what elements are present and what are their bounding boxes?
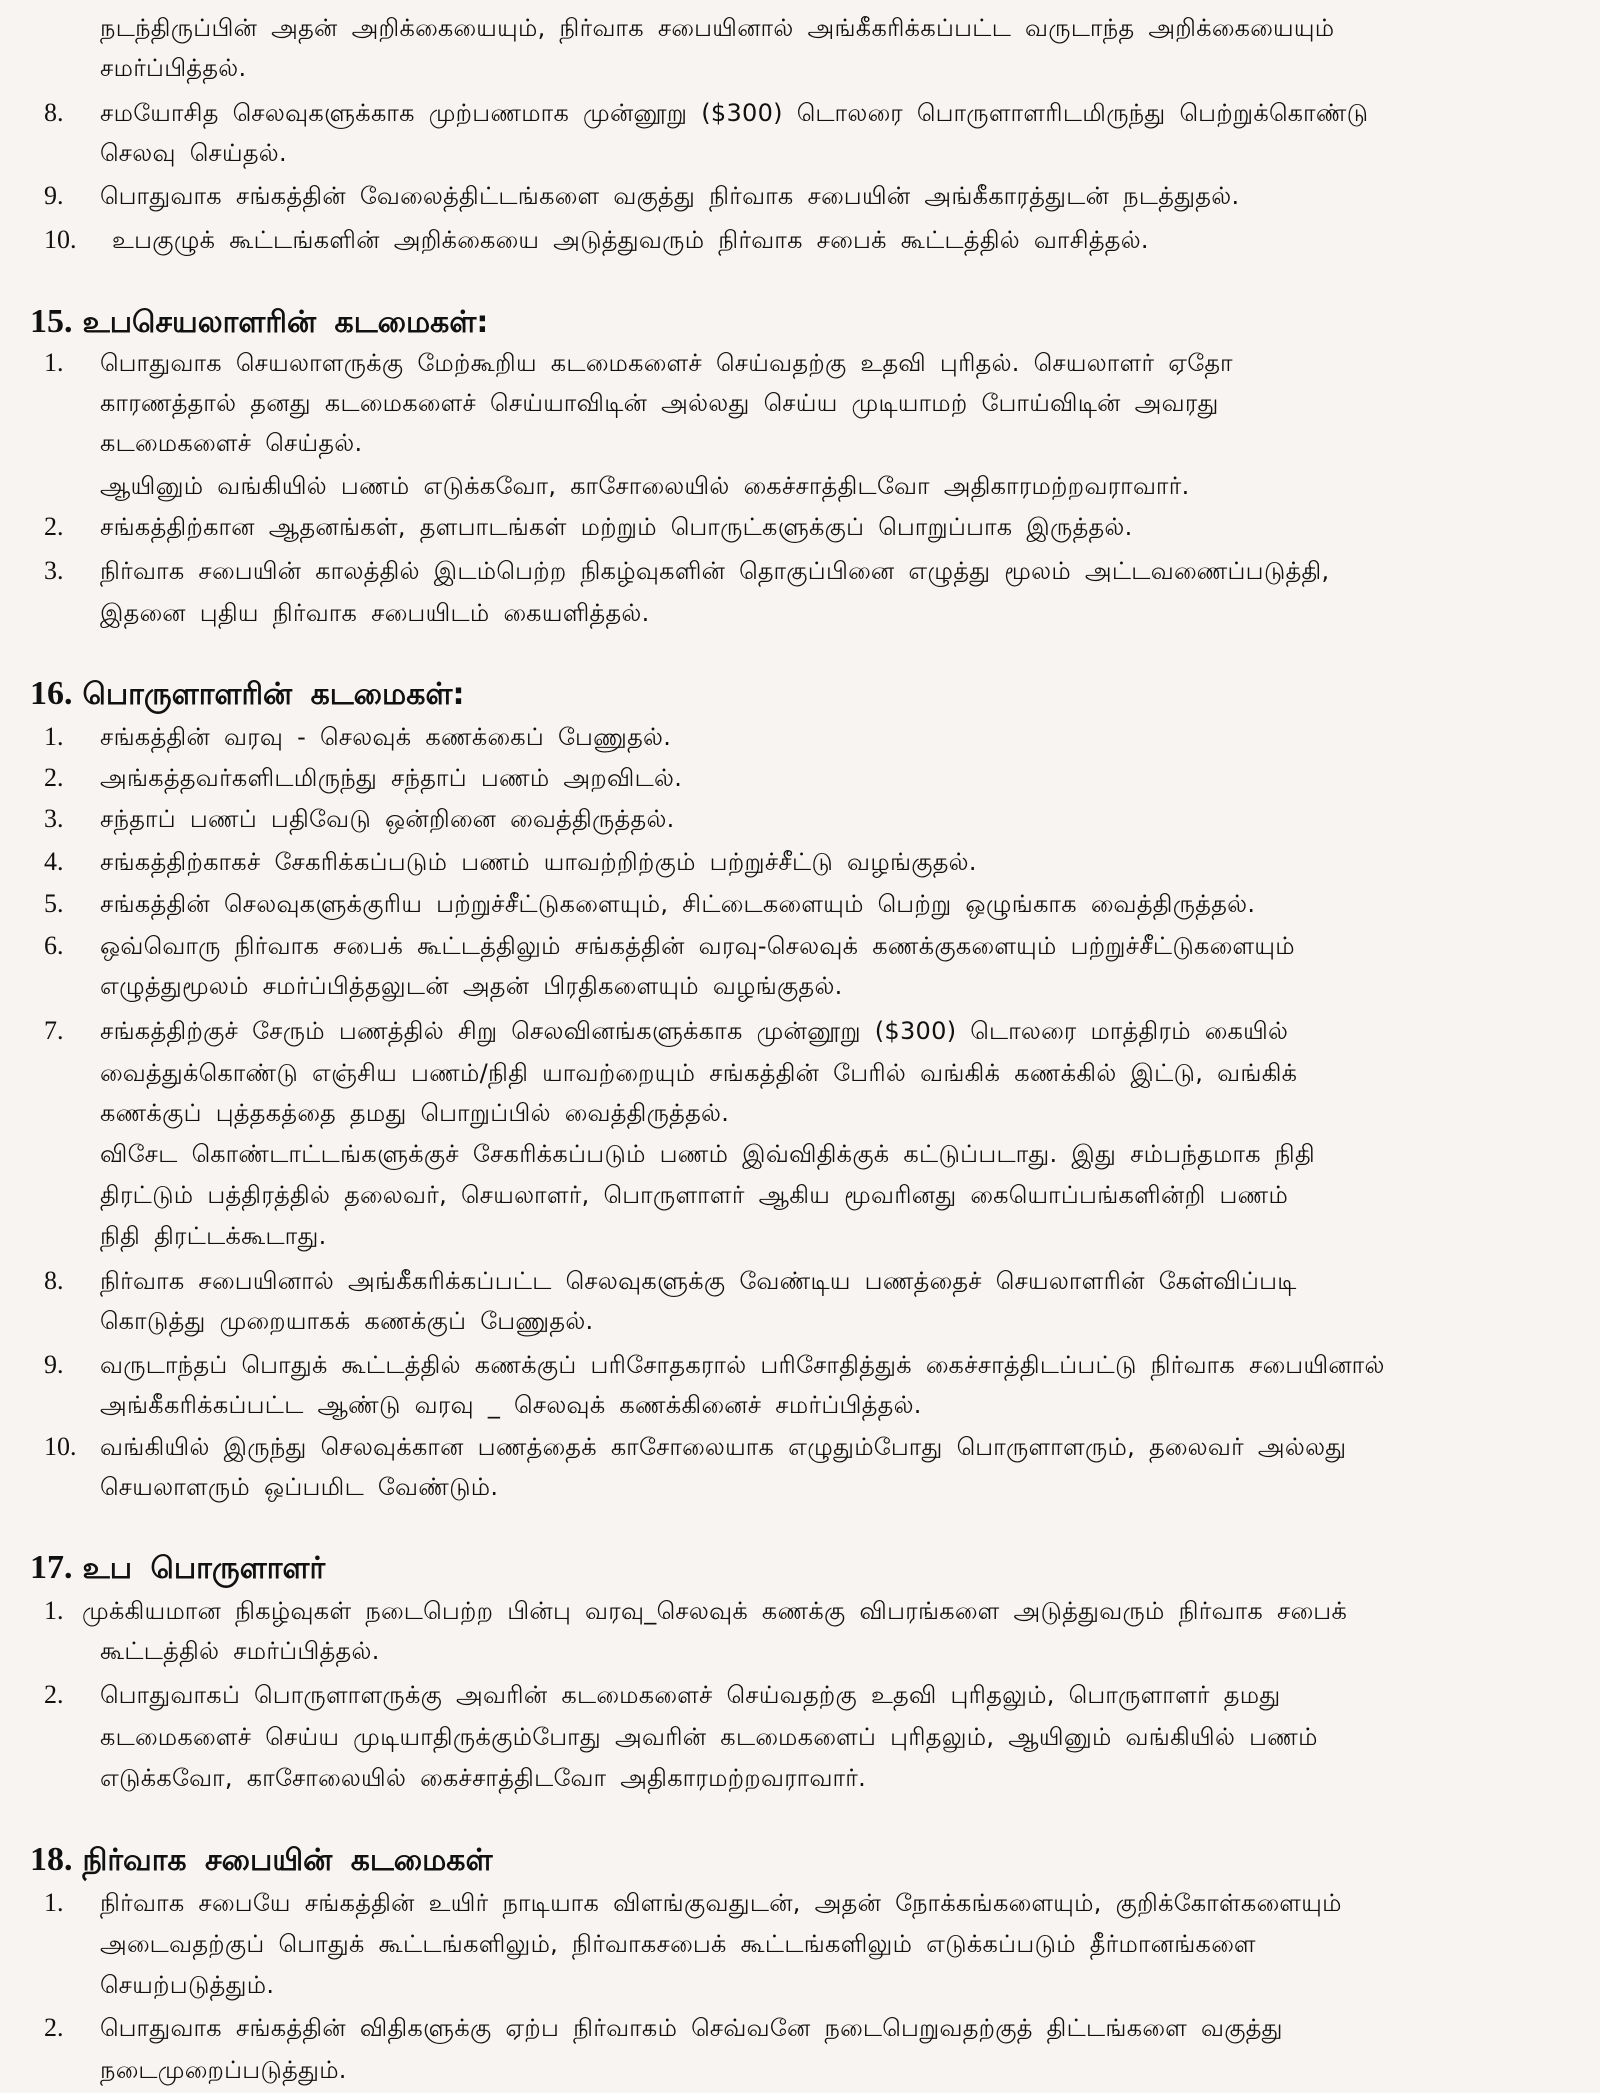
section-title: உப பொருளாளர் xyxy=(82,1551,326,1586)
text-line: சந்தாப் பணப் பதிவேடு ஒன்றினை வைத்திருத்தல். xyxy=(100,805,675,833)
text-line: முக்கியமான நிகழ்வுகள் நடைபெற்ற பின்பு வரவு_செலவுக் கணக்கு விபரங்களை அடுத்துவரும் நிர்வாக சபைக் xyxy=(82,1597,1348,1625)
text-line: கணக்குப் புத்தகத்தை தமது பொறுப்பில் வைத்திருத்தல். xyxy=(100,1099,730,1127)
text-line: கடமைகளைச் செய்ய முடியாதிருக்கும்போது அவரின் கடமைகளைப் புரிதலும், ஆயினும் வங்கியில் பணம் xyxy=(100,1723,1318,1751)
text-line: நடந்திருப்பின் அதன் அறிக்கையையும், நிர்வாக சபையினால் அங்கீகரிக்கப்பட்ட வருடாந்த அறிக்கையையும் xyxy=(100,14,1335,42)
item-number: 3. xyxy=(44,556,64,585)
text-line: திரட்டும் பத்திரத்தில் தலைவர், செயலாளர், பொருளாளர் ஆகிய மூவரினது கையொப்பங்களின்றி பணம் xyxy=(100,1181,1289,1209)
item-number: 1. xyxy=(44,1888,64,1917)
section-heading xyxy=(30,1546,325,1591)
section-number: 16. xyxy=(30,675,73,712)
item-number: 6. xyxy=(44,931,64,960)
item-number: 5. xyxy=(44,889,64,918)
text-line: செயலாளரும் ஒப்பமிட வேண்டும். xyxy=(100,1473,499,1501)
text-line: பொதுவாக செயலாளருக்கு மேற்கூறிய கடமைகளைச் செய்வதற்கு உதவி புரிதல். செயலாளர் ஏதோ xyxy=(100,349,1233,377)
text-line: அடைவதற்குப் பொதுக் கூட்டங்களிலும், நிர்வாகசபைக் கூட்டங்களிலும் எடுக்கப்படும் தீர்மானங்களை xyxy=(100,1930,1256,1958)
section-heading xyxy=(30,300,488,345)
section-number: 15. xyxy=(30,303,73,340)
text-line: வருடாந்தப் பொதுக் கூட்டத்தில் கணக்குப் பரிசோதகரால் பரிசோதித்துக் கைச்சாத்திடப்பட்டு நிர்வாக சபையினால் xyxy=(100,1351,1385,1379)
item-number: 8. xyxy=(44,98,64,127)
text-line: கடமைகளைச் செய்தல். xyxy=(100,429,363,457)
text-line: எழுத்துமூலம் சமர்ப்பித்தலுடன் அதன் பிரதிகளையும் வழங்குதல். xyxy=(100,972,843,1000)
text-line: நடைமுறைப்படுத்தும். xyxy=(100,2056,347,2084)
text-line: சமர்ப்பித்தல். xyxy=(100,54,247,82)
text-line: பொதுவாக சங்கத்தின் விதிகளுக்கு ஏற்ப நிர்வாகம் செவ்வனே நடைபெறுவதற்குத் திட்டங்களை வகுத்து xyxy=(100,2014,1283,2042)
text-line: கொடுத்து முறையாகக் கணக்குப் பேணுதல். xyxy=(100,1307,594,1335)
section-number: 17. xyxy=(30,1549,73,1586)
item-number: 2. xyxy=(44,512,64,541)
text-line: சங்கத்திற்காகச் சேகரிக்கப்படும் பணம் யாவற்றிற்கும் பற்றுச்சீட்டு வழங்குதல். xyxy=(100,848,977,876)
section-title: உபசெயலாளரின் கடமைகள்: xyxy=(82,305,489,340)
text-line: எடுக்கவோ, காசோலையில் கைச்சாத்திடவோ அதிகாரமற்றவராவார். xyxy=(100,1764,867,1792)
item-number: 1. xyxy=(44,348,64,377)
item-number: 2. xyxy=(44,1680,64,1709)
text-line: செலவு செய்தல். xyxy=(100,139,287,167)
text-line: அங்கீகரிக்கப்பட்ட ஆண்டு வரவு _ செலவுக் கணக்கினைச் சமர்ப்பித்தல். xyxy=(100,1391,922,1419)
section-title: பொருளாளரின் கடமைகள்: xyxy=(82,677,465,712)
text-line: நிர்வாக சபையே சங்கத்தின் உயிர் நாடியாக விளங்குவதுடன், அதன் நோக்கங்களையும், குறிக்கோள்களையும் xyxy=(100,1889,1342,1917)
item-number: 9. xyxy=(44,1350,64,1379)
text-line: அங்கத்தவர்களிடமிருந்து சந்தாப் பணம் அறவிடல். xyxy=(100,764,683,792)
text-line: பொதுவாக சங்கத்தின் வேலைத்திட்டங்களை வகுத்து நிர்வாக சபையின் அங்கீகாரத்துடன் நடத்துதல். xyxy=(100,182,1240,210)
text-line: நிர்வாக சபையின் காலத்தில் இடம்பெற்ற நிகழ்வுகளின் தொகுப்பினை எழுத்து மூலம் அட்டவணைப்படுத்தி, xyxy=(100,557,1330,585)
text-line: செயற்படுத்தும். xyxy=(100,1971,275,1999)
item-number: 10. xyxy=(44,225,77,254)
text-line: காரணத்தால் தனது கடமைகளைச் செய்யாவிடின் அல்லது செய்ய முடியாமற் போய்விடின் அவரது xyxy=(100,389,1219,417)
text-line: சமயோசித செலவுகளுக்காக முற்பணமாக முன்னூறு ($300) டொலரை பொருளாளரிடமிருந்து பெற்றுக்கொண்டு xyxy=(100,99,1369,127)
item-number: 4. xyxy=(44,847,64,876)
section-heading xyxy=(30,672,464,717)
item-number: 2. xyxy=(44,763,64,792)
text-line: சங்கத்திற்குச் சேரும் பணத்தில் சிறு செலவினங்களுக்காக முன்னூறு ($300) டொலரை மாத்திரம் கையில் xyxy=(100,1017,1289,1045)
item-number: 1. xyxy=(44,722,64,751)
item-number: 9. xyxy=(44,181,64,210)
section-number: 18. xyxy=(30,1841,73,1878)
item-number: 8. xyxy=(44,1266,64,1295)
item-number: 10. xyxy=(44,1432,77,1461)
section-heading xyxy=(30,1838,493,1883)
section-title: நிர்வாக சபையின் கடமைகள் xyxy=(82,1843,493,1878)
text-line: நிதி திரட்டக்கூடாது. xyxy=(100,1222,327,1250)
item-number: 1. xyxy=(44,1596,64,1625)
text-line: ஒவ்வொரு நிர்வாக சபைக் கூட்டத்திலும் சங்கத்தின் வரவு-செலவுக் கணக்குகளையும் பற்றுச்சீட்டுகளையும் xyxy=(100,932,1295,960)
text-line: சங்கத்தின் செலவுகளுக்குரிய பற்றுச்சீட்டுகளையும், சிட்டைகளையும் பெற்று ஒழுங்காக வைத்திருத்தல். xyxy=(100,890,1256,918)
text-line: நிர்வாக சபையினால் அங்கீகரிக்கப்பட்ட செலவுகளுக்கு வேண்டிய பணத்தைச் செயலாளரின் கேள்விப்படி xyxy=(100,1267,1297,1295)
text-line: விசேட கொண்டாட்டங்களுக்குச் சேகரிக்கப்படும் பணம் இவ்விதிக்குக் கட்டுப்படாது. இது சம்பந்தமாக நிதி xyxy=(100,1140,1315,1168)
item-number: 3. xyxy=(44,804,64,833)
item-number: 2. xyxy=(44,2013,64,2042)
text-line: உபகுழுக் கூட்டங்களின் அறிக்கையை அடுத்துவரும் நிர்வாக சபைக் கூட்டத்தில் வாசித்தல். xyxy=(112,226,1149,254)
text-line: இதனை புதிய நிர்வாக சபையிடம் கையளித்தல். xyxy=(100,599,650,627)
text-line: பொதுவாகப் பொருளாளருக்கு அவரின் கடமைகளைச் செய்வதற்கு உதவி புரிதலும், பொருளாளர் தமது xyxy=(100,1681,1281,1709)
text-line: வைத்துக்கொண்டு எஞ்சிய பணம்/நிதி யாவற்றையும் சங்கத்தின் பேரில் வங்கிக் கணக்கில் இட்டு, வங்கிக் xyxy=(100,1059,1298,1087)
text-line: கூட்டத்தில் சமர்ப்பித்தல். xyxy=(100,1637,380,1665)
text-line: சங்கத்திற்கான ஆதனங்கள், தளபாடங்கள் மற்றும் பொருட்களுக்குப் பொறுப்பாக இருத்தல். xyxy=(100,513,1133,541)
text-line: ஆயினும் வங்கியில் பணம் எடுக்கவோ, காசோலையில் கைச்சாத்திடவோ அதிகாரமற்றவராவார். xyxy=(100,472,1190,500)
item-number: 7. xyxy=(44,1016,64,1045)
text-line: வங்கியில் இருந்து செலவுக்கான பணத்தைக் காசோலையாக எழுதும்போது பொருளாளரும், தலைவர் அல்லது xyxy=(100,1433,1347,1461)
text-line: சங்கத்தின் வரவு - செலவுக் கணக்கைப் பேணுதல். xyxy=(100,723,672,751)
